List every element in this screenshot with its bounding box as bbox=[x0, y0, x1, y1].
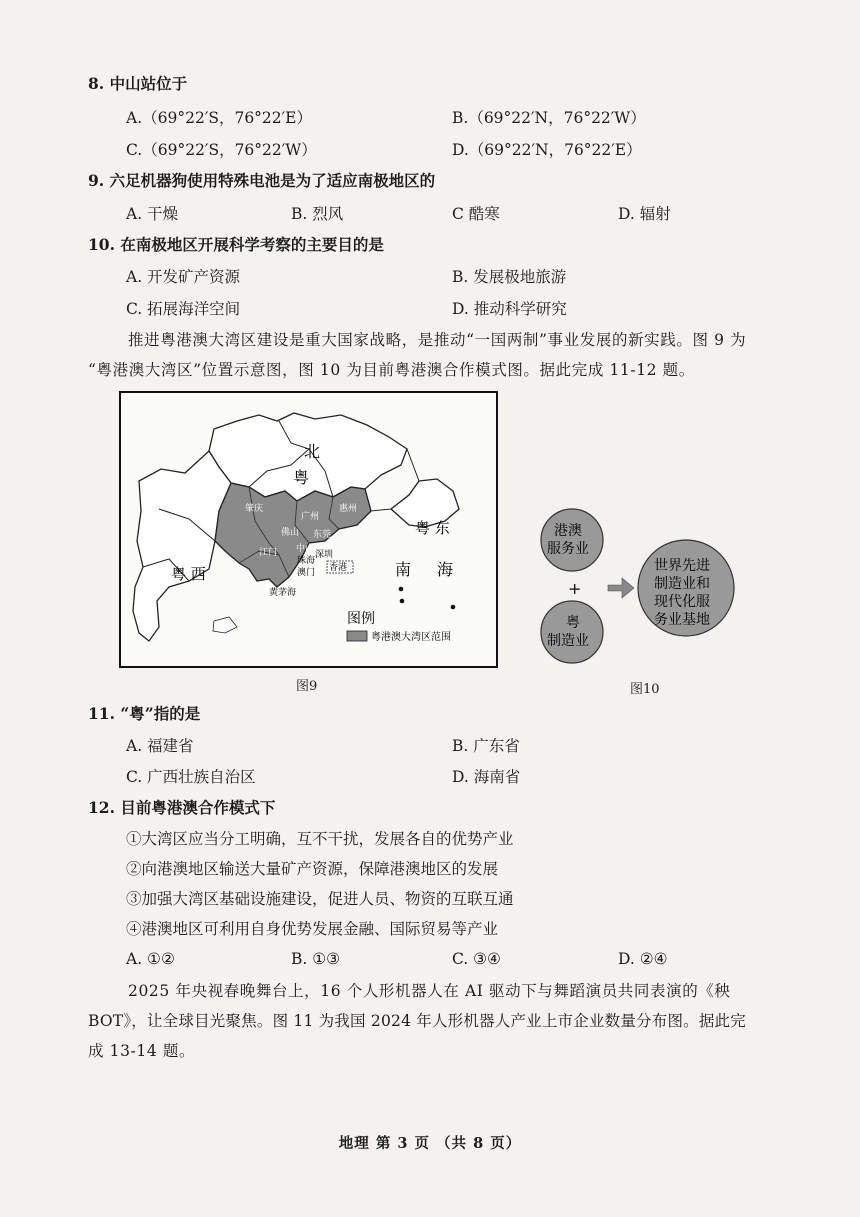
q12-statement-2: ②向港澳地区输送大量矿产资源，保障港澳地区的发展 bbox=[126, 860, 499, 878]
q8-option-d[interactable]: D.（69°22′N，76°22′E） bbox=[452, 141, 642, 159]
q10-option-b[interactable]: B. 发展极地旅游 bbox=[452, 268, 567, 286]
cooperation-model-diagram bbox=[536, 490, 736, 690]
map-label-foshan: 佛山 bbox=[281, 528, 300, 538]
q12-option-c[interactable]: C. ③④ bbox=[452, 950, 501, 968]
map-label-hai: 海 bbox=[437, 560, 454, 579]
intro2-line-3: 成 13-14 题。 bbox=[88, 1042, 196, 1060]
map-label-zhongshan: 中山 bbox=[296, 544, 315, 554]
q12-statement-1: ①大湾区应当分工明确，互不干扰，发展各自的优势产业 bbox=[126, 830, 514, 848]
map-label-yue: 粤 bbox=[293, 468, 310, 487]
map-label-jiangmen: 江门 bbox=[259, 548, 278, 558]
circle-bottom-line-2: 制造业 bbox=[547, 633, 589, 649]
q9-option-c[interactable]: C 酷寒 bbox=[452, 205, 500, 223]
big-circle-line-4: 务业基地 bbox=[654, 612, 710, 628]
q10-option-c[interactable]: C. 拓展海洋空间 bbox=[126, 300, 241, 318]
map-legend-item: 粤港澳大湾区范围 bbox=[371, 632, 451, 643]
question-12-stem: 12. 目前粤港澳合作模式下 bbox=[88, 798, 276, 817]
page-footer: 地理 第 3 页 （共 8 页） bbox=[338, 1135, 522, 1152]
map-label-zhuhai: 珠海 bbox=[297, 556, 316, 566]
map-label-shenzhen: 深圳 bbox=[315, 550, 334, 560]
map-label-yuexi: 粤 西 bbox=[171, 565, 206, 583]
q9-option-b[interactable]: B. 烈风 bbox=[291, 205, 344, 223]
map-label-xianggang: 香港 bbox=[329, 563, 348, 573]
map-label-huangmaohai: 黄茅海 bbox=[269, 588, 297, 598]
q8-option-b[interactable]: B.（69°22′N，76°22′W） bbox=[452, 109, 646, 127]
question-11-stem: 11. “粤”指的是 bbox=[88, 704, 201, 723]
plus-sign: + bbox=[568, 579, 582, 598]
q12-option-b[interactable]: B. ①③ bbox=[291, 950, 341, 968]
map-label-zhaoqing: 肇庆 bbox=[245, 504, 264, 514]
legend-swatch bbox=[347, 631, 367, 641]
big-circle-line-2: 制造业和 bbox=[654, 576, 710, 592]
q10-option-a[interactable]: A. 开发矿产资源 bbox=[126, 268, 241, 286]
q11-option-d[interactable]: D. 海南省 bbox=[452, 768, 521, 786]
q11-option-c[interactable]: C. 广西壮族自治区 bbox=[126, 768, 256, 786]
q9-option-a[interactable]: A. 干燥 bbox=[126, 205, 179, 223]
intro2-line-2: BOT》，让全球目光聚焦。图 11 为我国 2024 年人形机器人产业上市企业数量分布图。据此完 bbox=[88, 1012, 746, 1030]
big-circle-line-1: 世界先进 bbox=[654, 558, 710, 574]
map-label-huizhou: 惠州 bbox=[339, 504, 358, 514]
map-label-nan: 南 bbox=[395, 560, 412, 579]
circle-top-line-1: 港澳 bbox=[554, 523, 582, 539]
map-label-guangzhou: 广州 bbox=[301, 512, 320, 522]
question-10-stem: 10. 在南极地区开展科学考察的主要目的是 bbox=[88, 235, 384, 254]
q10-option-d[interactable]: D. 推动科学研究 bbox=[452, 300, 567, 318]
map-legend-title: 图例 bbox=[347, 611, 375, 627]
q12-option-d[interactable]: D. ②④ bbox=[618, 950, 668, 968]
greater-bay-area-map bbox=[119, 391, 498, 668]
figure-9-caption: 图9 bbox=[296, 679, 318, 694]
q12-statement-3: ③加强大湾区基础设施建设，促进人员、物资的互联互通 bbox=[126, 890, 514, 908]
map-label-bei: 北 bbox=[304, 442, 321, 461]
intro-paragraph-line-2: “粤港澳大湾区”位置示意图，图 10 为目前粤港澳合作模式图。据此完成 11-12 题。 bbox=[88, 361, 695, 379]
q12-option-a[interactable]: A. ①② bbox=[126, 950, 175, 968]
q8-option-c[interactable]: C.（69°22′S，76°22′W） bbox=[126, 141, 317, 159]
q11-option-a[interactable]: A. 福建省 bbox=[126, 737, 194, 755]
intro-paragraph-line-1: 推进粤港澳大湾区建设是重大国家战略，是推动“一国两制”事业发展的新实践。图 9 为 bbox=[128, 331, 747, 349]
circle-bottom-line-1: 粤 bbox=[566, 615, 580, 631]
map-label-dongguan: 东莞 bbox=[313, 530, 332, 540]
big-circle-line-3: 现代化服 bbox=[654, 594, 710, 610]
map-label-aomen: 澳门 bbox=[297, 568, 316, 578]
q8-option-a[interactable]: A.（69°22′S，76°22′E） bbox=[126, 109, 312, 127]
q9-option-d[interactable]: D. 辐射 bbox=[618, 205, 671, 223]
figure-10-caption: 图10 bbox=[630, 682, 660, 697]
question-8-stem: 8. 中山站位于 bbox=[88, 74, 188, 93]
map-label-yuedong: 粤 东 bbox=[415, 519, 450, 537]
q11-option-b[interactable]: B. 广东省 bbox=[452, 737, 520, 755]
circle-top-line-2: 服务业 bbox=[547, 541, 589, 557]
q12-statement-4: ④港澳地区可利用自身优势发展金融、国际贸易等产业 bbox=[126, 920, 499, 938]
intro2-line-1: 2025 年央视春晚舞台上，16 个人形机器人在 AI 驱动下与舞蹈演员共同表演的《秧 bbox=[128, 982, 731, 1000]
question-9-stem: 9. 六足机器狗使用特殊电池是为了适应南极地区的 bbox=[88, 171, 436, 190]
